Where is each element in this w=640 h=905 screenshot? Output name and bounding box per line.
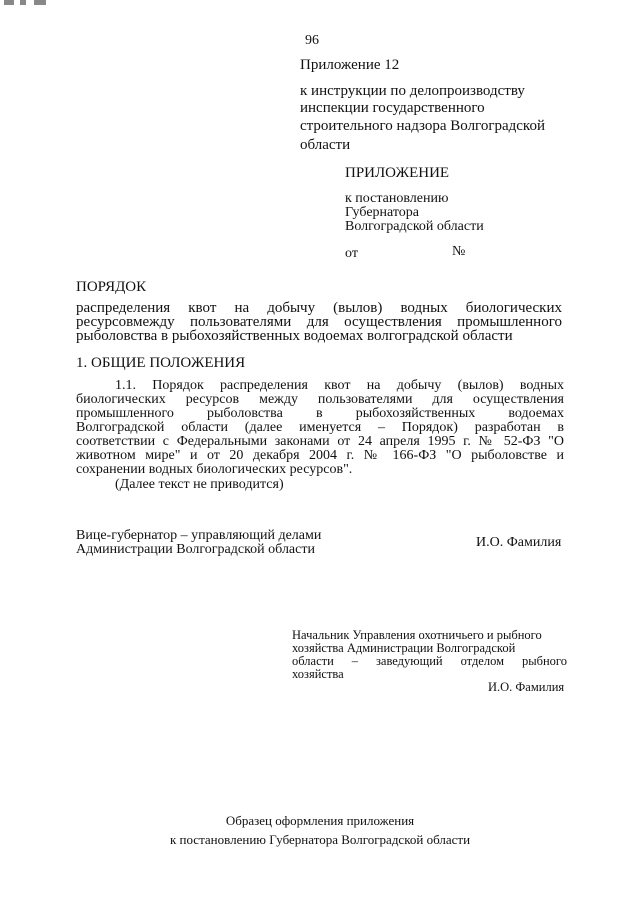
paragraph-line: промышленного рыболовства в рыбохозяйственных водоемах bbox=[76, 406, 564, 421]
page-number: 96 bbox=[305, 33, 319, 48]
signature-position-line: хозяйства Администрации Волгоградской bbox=[292, 641, 516, 655]
paragraph-line: животном мире" и от 20 декабря 2004 г. № 166-ФЗ "О рыболовстве и bbox=[76, 448, 564, 463]
resolution-number-label: № bbox=[452, 244, 466, 259]
caption-line: Образец оформления приложения bbox=[225, 813, 415, 828]
appendix-line: к инструкции по делопроизводству bbox=[300, 83, 525, 99]
resolution-from-label: от bbox=[345, 246, 358, 261]
resolution-title: ПРИЛОЖЕНИЕ bbox=[345, 165, 450, 181]
resolution-line: Волгоградской области bbox=[345, 219, 484, 234]
appendix-line: инспекции государственного bbox=[300, 100, 485, 116]
signature-position-line: области – заведующий отделом рыбного bbox=[292, 654, 567, 668]
order-title: ПОРЯДОК bbox=[76, 279, 147, 295]
appendix-line: области bbox=[300, 137, 351, 153]
section-heading: 1. ОБЩИЕ ПОЛОЖЕНИЯ bbox=[76, 355, 246, 371]
signature-position-line: Администрации Волгоградской области bbox=[76, 542, 315, 557]
resolution-line: к постановлению bbox=[345, 191, 449, 206]
order-subtitle-line: рыболовства в рыбохозяйственных водоемах волгоградской области bbox=[76, 328, 513, 344]
text-omitted-note: (Далее текст не приводится) bbox=[115, 477, 284, 492]
paragraph-line: биологических ресурсов между пользователями для осуществления bbox=[76, 392, 564, 407]
order-subtitle-line: распределения квот на добычу (вылов) водных биологических bbox=[76, 300, 562, 316]
paragraph-line: соответствии с Федеральными законами от 24 апреля 1995 г. № 52-ФЗ "О bbox=[76, 434, 564, 449]
paragraph-line: сохранении водных биологических ресурсов". bbox=[76, 462, 353, 477]
appendix-line: строительного надзора Волгоградской bbox=[300, 118, 545, 134]
caption-line: к постановлению Губернатора Волгоградской области bbox=[169, 832, 471, 847]
resolution-line: Губернатора bbox=[345, 205, 420, 220]
signature-position-line: Начальник Управления охотничьего и рыбного bbox=[292, 628, 542, 642]
signature-name: И.О. Фамилия bbox=[488, 680, 565, 694]
signature-position-line: Вице-губернатор – управляющий делами bbox=[76, 528, 322, 543]
paragraph-line: Волгоградской области (далее именуется – Порядок) разработан в bbox=[76, 420, 564, 435]
paragraph-line: 1.1. Порядок распределения квот на добычу (вылов) водных bbox=[115, 378, 564, 393]
order-subtitle-line: ресурсовмежду пользователями для осуществления промышленного bbox=[76, 314, 562, 330]
signature-position-line: хозяйства bbox=[292, 667, 344, 681]
signature-name: И.О. Фамилия bbox=[476, 535, 562, 550]
scan-artifact bbox=[0, 0, 60, 8]
appendix-title: Приложение 12 bbox=[300, 57, 400, 73]
